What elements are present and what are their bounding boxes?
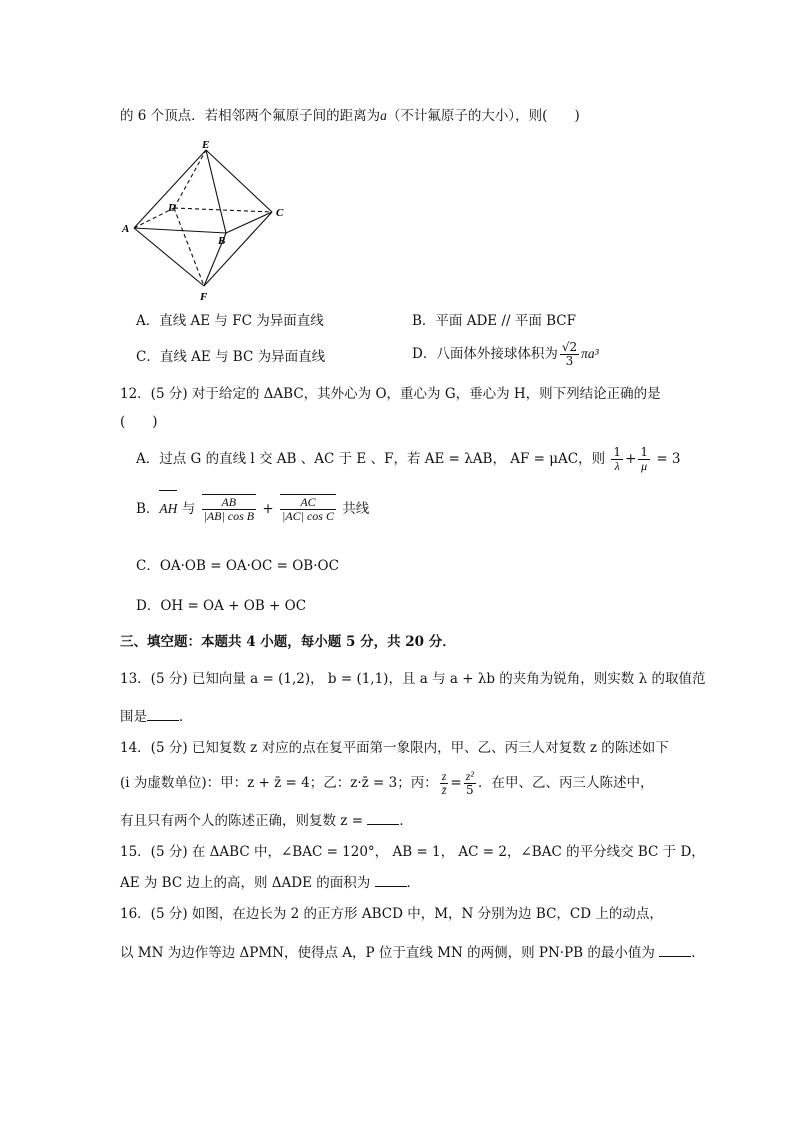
q12-option-a: A．过点 G 的直线 l 交 AB 、AC 于 E 、F，若 AE = λAB， AF = μAC，则 $\frac{1}{\lambda}$ + $\frac{1}{\mu}$ = 3: [136, 445, 681, 473]
q12-stem-line1: 12．(5 分) 对于给定的 ΔABC，其外心为 O，重心为 G，垂心为 H，则下列结论正确的是: [120, 386, 661, 402]
q13-line1: 13．(5 分) 已知向量 a = (1,2)， b = (1,1)，且 a 与 a + λb 的夹角为锐角，则实数 λ 的取值范: [120, 671, 706, 687]
q13-line2: 围是 ．: [120, 706, 193, 727]
q13-answer-blank: [147, 706, 179, 721]
q11-intro: 的 6 个顶点．若相邻两个氟原子间的距离为a（不计氟原子的大小），则( ): [120, 108, 580, 124]
octahedron-figure: [118, 138, 298, 304]
q14-line2: (i 为虚数单位)：甲：z + z̄ = 4；乙：z·z̄ = 3；丙： $\frac{z}{z̄}$ = $\frac{\text{z²}}{5}$ ．在甲、乙、丙三人陈述中，: [120, 769, 654, 797]
q11-option-c: C．直线 AE 与 BC 为异面直线: [136, 349, 326, 365]
q14-line1: 14．(5 分) 已知复数 z 对应的点在复平面第一象限内，甲、乙、丙三人对复数 z 的陈述如下: [120, 740, 669, 756]
q12-option-c: C．OA·OB = OA·OC = OB·OC: [136, 558, 339, 574]
q16-answer-blank: [659, 942, 691, 957]
q15-line1: 15．(5 分) 在 ΔABC 中，∠BAC = 120°， AB = 1， AC = 2，∠BAC 的平分线交 BC 于 D，: [120, 844, 705, 860]
vertex-label-b: B: [218, 235, 226, 247]
q11-option-d: D．八面体外接球体积为 $\frac{√2}{3}$ πa³: [412, 340, 599, 368]
q11-option-d-fraction: $\frac{√2}{3}$: [561, 340, 578, 368]
q12-option-b: B．AH 与 $\frac{AB}{\text{|AB| cos B}}$ + $\frac{AC}{\text{|AC| cos C}}$ 共线: [136, 492, 369, 526]
section-3-heading: 三、填空题：本题共 4 小题，每小题 5 分，共 20 分．: [120, 634, 456, 650]
vertex-label-a: A: [122, 223, 130, 235]
q11-option-a: A．直线 AE 与 FC 为异面直线: [136, 313, 324, 329]
q12-option-d: D．OH = OA + OB + OC: [136, 598, 307, 614]
vertex-label-e: E: [202, 139, 210, 151]
q14-answer-blank: [367, 810, 399, 825]
q14-line3: 有且只有两个人的陈述正确，则复数 z = ．: [120, 810, 413, 831]
q12-stem-line2: ( ): [120, 414, 158, 430]
vertex-label-d: D: [168, 202, 176, 214]
q16-line1: 16．(5 分) 如图，在边长为 2 的正方形 ABCD 中，M，N 分别为边 BC，CD 上的动点，: [120, 906, 663, 922]
vertex-label-f: F: [200, 291, 208, 303]
q15-line2: AE 为 BC 边上的高，则 ΔADE 的面积为 ．: [120, 872, 420, 893]
q15-answer-blank: [375, 872, 407, 887]
q16-line2: 以 MN 为边作等边 ΔPMN，使得点 A，P 位于直线 MN 的两侧，则 PN·PB 的最小值为 ．: [120, 942, 705, 963]
q11-option-b: B．平面 ADE // 平面 BCF: [412, 313, 576, 329]
vertex-label-c: C: [276, 207, 284, 219]
